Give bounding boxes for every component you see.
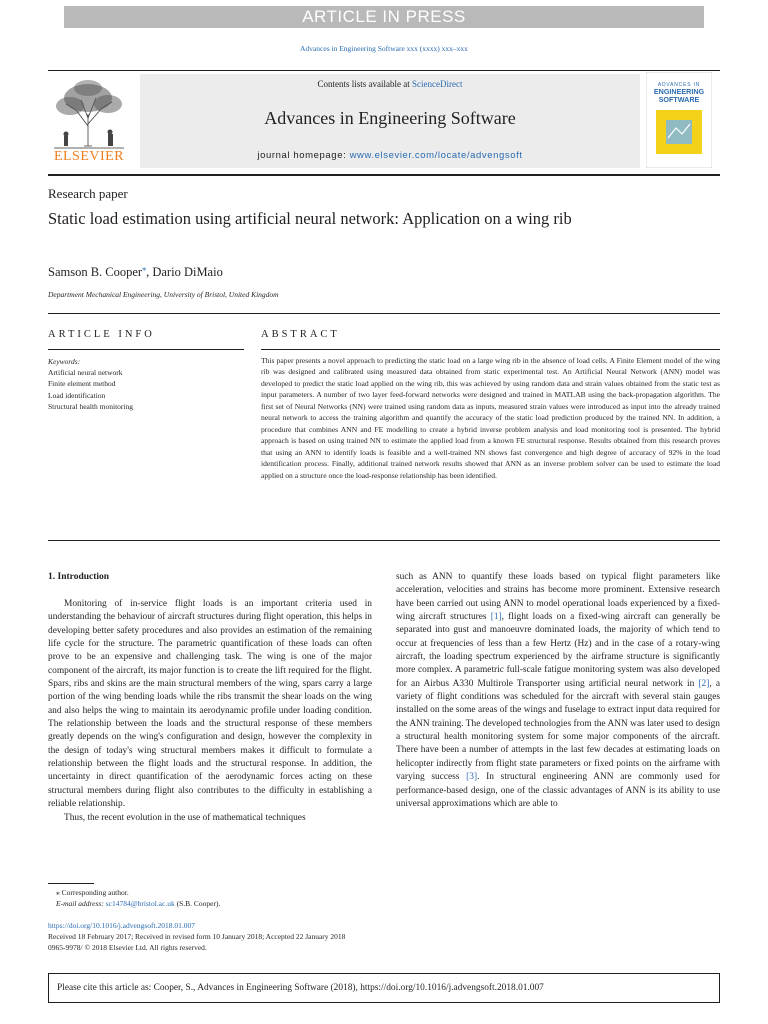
masthead-top-rule — [48, 70, 720, 71]
journal-homepage-line — [140, 150, 640, 161]
journal-reference[interactable]: Advances in Engineering Software xxx (xxxx) xxx–xxx — [300, 44, 468, 53]
paper-title: Static load estimation using artificial neural network: Application on a wing rib — [48, 209, 572, 228]
body-column-right — [396, 571, 720, 811]
homepage-prefix: journal homepage: — [257, 150, 350, 161]
footnote-rule — [48, 883, 94, 884]
keyword-item: Artificial neural network — [48, 368, 123, 377]
intro-paragraph-2-start: Thus, the recent evolution in the use of mathematical techniques — [64, 812, 306, 823]
footnotes — [48, 887, 220, 909]
intro-paragraph-2-continued — [396, 571, 720, 811]
author-separator: , — [146, 265, 153, 280]
cover-line1: ADVANCES IN — [657, 82, 701, 88]
abstract-bottom-rule — [48, 540, 720, 541]
publication-info — [48, 920, 345, 954]
keyword-item: Structural health monitoring — [48, 401, 133, 411]
journal-title: Advances in Engineering Software — [264, 108, 516, 128]
keyword-item: Load identification — [48, 390, 106, 400]
header-rule — [48, 313, 720, 314]
email-footnote — [48, 898, 220, 909]
author-affiliation: Department Mechanical Engineering, University of Bristol, United Kingdom — [48, 290, 279, 299]
article-info-heading: ARTICLE INFO — [48, 329, 155, 340]
abstract-body: This paper presents a novel approach to predicting the static load on a large wing rib in the absence of load cells. A Finite Element model of the wing rib was designed and calibrated using measured data obtained from static experimental test. An Artificial Neural Network (ANN) model was developed to predict the static load applied on the wing rib, this was achieved by using random data and strain values obtained from the static test as input parameters. A number of two layer feed-forward networks were designed and trained in MATLAB using the back-propagation algorithm. The first set of Neural Networks (NN) were trained using random data as inputs, measured strain values were introduced as input into the already trained neural network to access the training algorithm and quantify the accuracy of the static load prediction produced by the trained NN. In addition, a procedure that combines ANN and FE modelling to create a hybrid inverse problem analysis and load monitoring tool is presented. The hybrid approach is based on using trained NN to estimate the applied load from a known FE structural response. Results obtained from this research proves that using an ANN to identify loads is feasible and a well-trained NN shows fast convergence and high degree of accuracy of 92% in the load identification process. Finally, additional trained network results showed that ANN as an inverse problem solver can be used to estimate the load applied on a structure once the load-response relationship has been identified. — [261, 356, 720, 480]
abstract-heading: ABSTRACT — [261, 329, 340, 340]
cover-line2: ENGINEERING — [653, 87, 705, 96]
sciencedirect-link[interactable]: ScienceDirect — [412, 79, 463, 89]
contents-available-line — [140, 79, 640, 89]
body-text-run: , flight loads on a fixed-wing aircraft can generally be separated into gust and manoeuvre dominated loads, the majority of which tend to occur at frequencies of less than a few Hertz (Hz) and in the case of a rotary-wing aircraft, the loading spectrum experienced by the airframe structure is significantly more complex. A parametric full-scale fatigue monitoring system was also developed for an Airbus A330 Multirole Transporter using artificial neural network in — [396, 612, 720, 689]
author-list — [48, 264, 223, 280]
email-link[interactable]: sc14784@bristol.ac.uk — [105, 899, 175, 909]
body-text-run: . In structural engineering ANN are commonly used for performance-based design, one of the classic advantages of ANN is its ability to use universal approximations which are able to — [396, 772, 720, 809]
doi-link[interactable]: https://doi.org/10.1016/j.advengsoft.2018.01.007 — [48, 921, 195, 930]
elsevier-wordmark: ELSEVIER — [53, 149, 125, 164]
corresponding-author-mark[interactable]: ⁎ — [142, 264, 147, 273]
citation-box: Please cite this article as: Cooper, S., Advances in Engineering Software (2018), https://doi.org/10.1016/j.advengsoft.2018.01.007 — [48, 973, 720, 1003]
body-text-run: such as ANN to quantify these loads based on typical flight parameters like acceleration, velocities and strains has become more prominent. Extensive research have been carried out using ANN to model operational loads experienced by a fixed-wing aircraft structures — [396, 572, 720, 623]
keywords-label: Keywords: — [48, 357, 81, 366]
abstract-rule — [261, 349, 720, 350]
body-text-run: , a variety of flight conditions was scheduled for the aircraft with several stain gauges installed on the some areas of the wings and fuselage to extract input data required for the ANN training. The developed technologies from the ANN was later used to design a structural health monitoring system for some major components of the aircraft. There have been a number of attempts in the last few decades at estimating loads on helicopter indirectly from flight state parameters or fixed points on the airframe with varying success — [396, 678, 720, 783]
masthead-bottom-rule — [48, 174, 720, 176]
homepage-link[interactable]: www.elsevier.com/locate/advengsoft — [349, 150, 523, 161]
reference-link-2[interactable]: [2] — [698, 678, 710, 689]
journal-cover-thumbnail[interactable] — [646, 72, 712, 168]
corresponding-author-text: Corresponding author. — [61, 888, 129, 897]
body-column-left — [48, 598, 372, 825]
keywords-list — [48, 367, 133, 412]
email-suffix: (S.B. Cooper). — [174, 899, 221, 909]
email-label: E-mail address: — [56, 899, 104, 909]
section-heading-introduction: 1. Introduction — [48, 572, 110, 582]
reference-link-3[interactable]: [3] — [466, 772, 478, 783]
article-info-rule — [48, 349, 244, 350]
author-cooper[interactable]: Samson B. Cooper — [48, 265, 143, 280]
cover-line3: SOFTWARE — [658, 95, 700, 104]
reference-link-1[interactable]: [1] — [490, 612, 502, 623]
intro-paragraph-1: Monitoring of in-service flight loads is an important criteria used in understanding the behaviour of aircraft structures during flight operation, this helps in developing better safety procedures and also provides an estimation of the remaining life cycle for the structure. The parametric quantification of these loads can often prove to be an expensive and challenging task. The wing is one of the major component of the aircraft, its major function is to create the lift required for the flight. Spars, ribs and skins are the main structural members of the wing, spars carry a large portion of the wing bending loads while the ribs transmit the shear loads on the wing and also helps the wing to maintain its aerodynamic profile under loading condition. The relationship between the loads and the structural response of these members greatly depends on the wing's configuration and design, however the complexity in the design of today's wing structural members makes it difficult to formulate a relationship between the flight loads and the structural response. In addition, the uncertainty in direct quantification of the aerodynamic forces acting on these structural members during flight also contributes to the difficulty in establishing a reliable relationship. — [48, 599, 372, 810]
article-in-press-banner: ARTICLE IN PRESS — [64, 6, 704, 28]
author-dimaio[interactable]: Dario DiMaio — [152, 265, 223, 280]
keyword-item: Finite element method — [48, 379, 116, 389]
paper-type-label: Research paper — [48, 186, 128, 201]
footnote-mark: ⁎ — [56, 888, 60, 897]
copyright-line: 0965-9978/ © 2018 Elsevier Ltd. All rights reserved. — [48, 943, 207, 953]
contents-prefix: Contents lists available at — [317, 79, 412, 89]
corresponding-author-footnote — [48, 887, 220, 898]
received-dates: Received 18 February 2017; Received in revised form 10 January 2018; Accepted 22 January 2018 — [48, 932, 346, 942]
